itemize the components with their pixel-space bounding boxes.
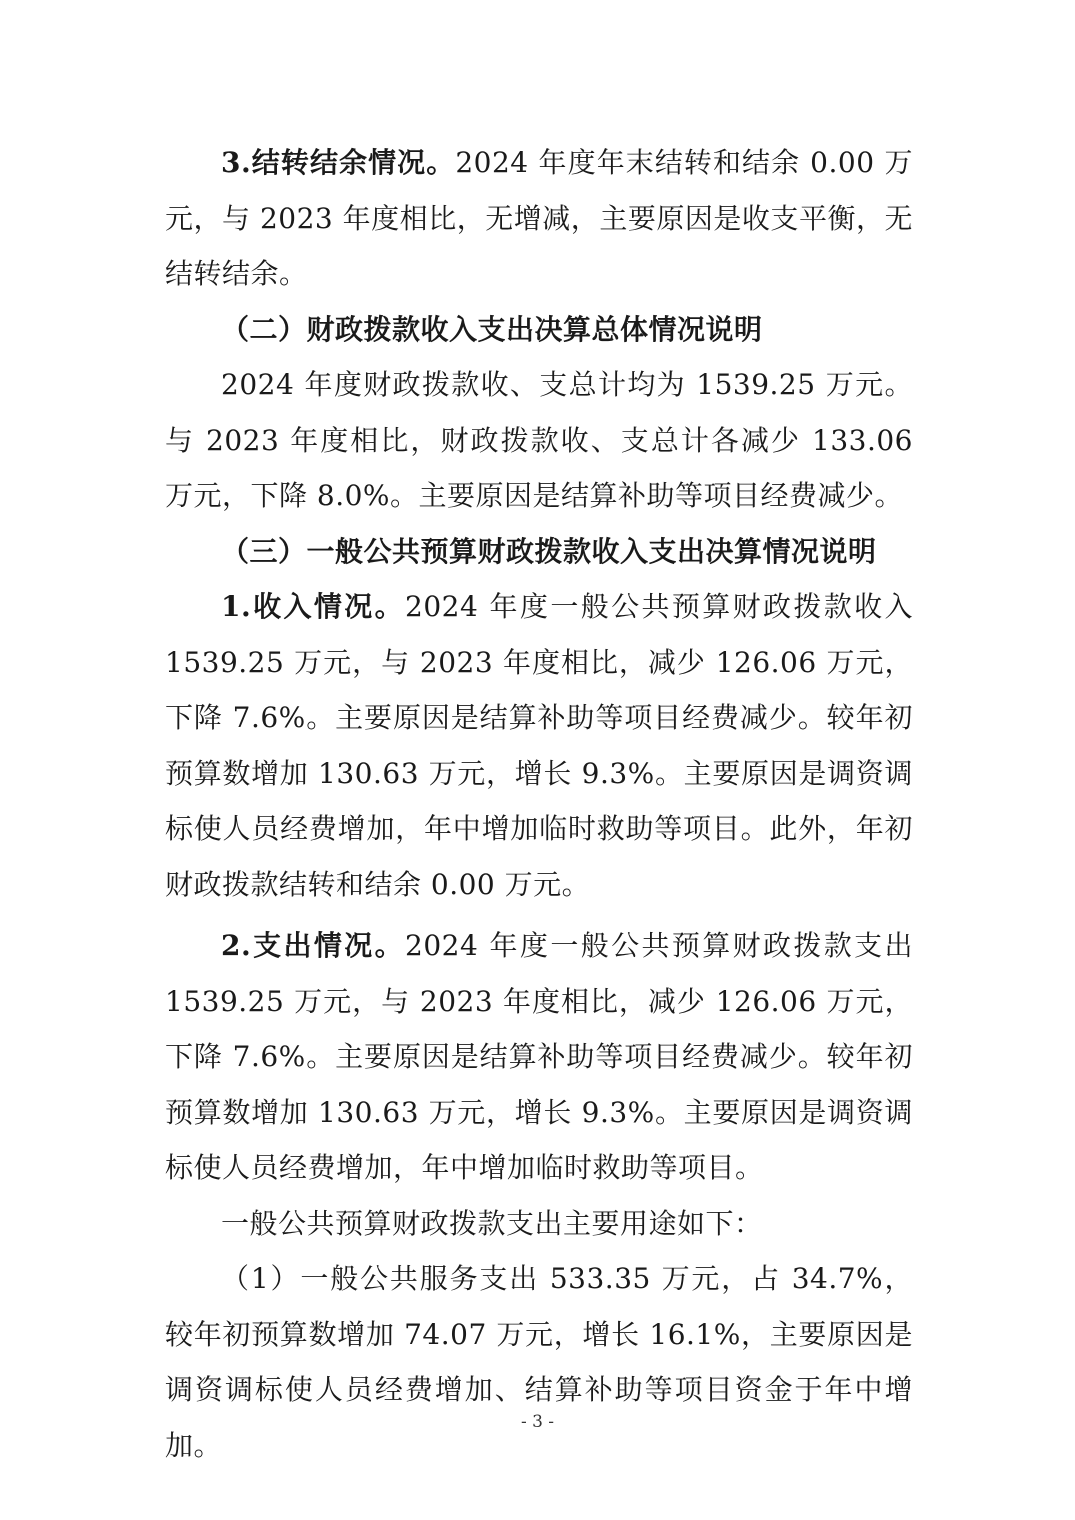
paragraph-lead: 2.支出情况。	[221, 929, 406, 962]
paragraph-text: 2024 年度一般公共预算财政拨款收入 1539.25 万元，与 2023 年度相比，减少 126.06 万元，下降 7.6%。主要原因是结算补助等项目经费减少。较年初预算数增加 130.63 万元，增长 9.3%。主要原因是调资调标使人员经费增加，年中增加临时救助等项目。此外，年初财政拨款结转和结余 0.00 万元。	[165, 590, 913, 901]
paragraph-carryover-balance	[165, 135, 913, 302]
paragraph-lead: 1.收入情况。	[221, 590, 406, 623]
paragraph-text: 2024 年度一般公共预算财政拨款支出 1539.25 万元，与 2023 年度相比，减少 126.06 万元，下降 7.6%。主要原因是结算补助等项目经费减少。较年初预算数增加 130.63 万元，增长 9.3%。主要原因是调资调标使人员经费增加，年中增加临时救助等项目。	[165, 929, 913, 1184]
paragraph-expenditure-uses-intro	[165, 1196, 913, 1252]
paragraph-text: （1）一般公共服务支出 533.35 万元，占 34.7%，较年初预算数增加 74.07 万元，增长 16.1%，主要原因是调资调标使人员经费增加、结算补助等项目资金于年中增加。	[165, 1262, 913, 1462]
paragraph-general-public-services	[165, 1251, 913, 1473]
section-heading-fiscal-appropriation-overview: （二）财政拨款收入支出决算总体情况说明	[221, 312, 763, 346]
paragraph-fiscal-appropriation-total	[165, 357, 913, 524]
paragraph-text: 一般公共预算财政拨款支出主要用途如下：	[221, 1206, 763, 1240]
paragraph-income-situation	[165, 579, 913, 912]
page-number: - 3 -	[520, 1412, 555, 1432]
paragraph-text: 2024 年度财政拨款收、支总计均为 1539.25 万元。与 2023 年度相比，财政拨款收、支总计各减少 133.06 万元，下降 8.0%。主要原因是结算补助等项目经费减少。	[165, 368, 913, 512]
document-body	[165, 135, 913, 1473]
paragraph-expenditure-situation	[165, 918, 913, 1196]
section-heading-general-public-budget: （三）一般公共预算财政拨款收入支出决算情况说明	[221, 534, 877, 568]
paragraph-lead: 3.结转结余情况。	[221, 146, 456, 179]
paragraph-text: 2024 年度年末结转和结余 0.00 万元，与 2023 年度相比，无增减，主要原因是收支平衡，无结转结余。	[165, 146, 913, 290]
